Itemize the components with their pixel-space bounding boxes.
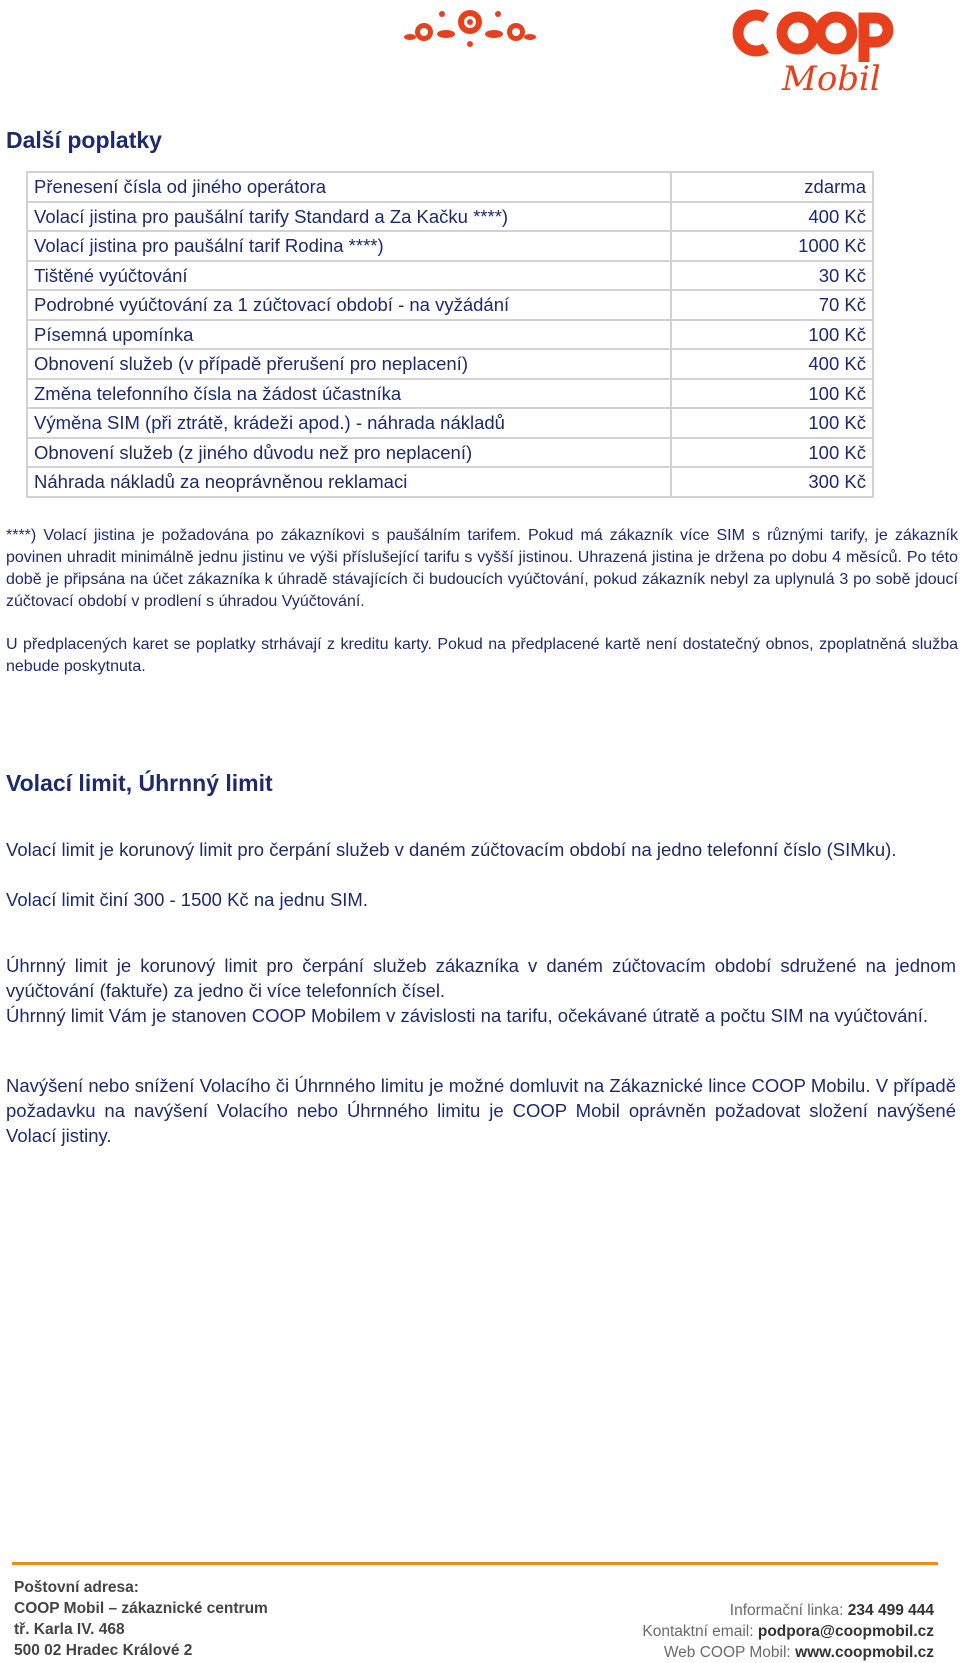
email-label: Kontaktní email: [642,1623,754,1640]
footer-divider [12,1562,938,1565]
coop-mobil-logo [720,2,910,98]
fee-value: 400 Kč [671,349,873,379]
address-line: tř. Karla IV. 468 [14,1621,125,1638]
fee-row [27,438,873,468]
fee-label: Změna telefonního čísla na žádost účastníka [27,379,671,409]
section-heading-fees: Další poplatky [6,127,162,153]
web-link[interactable]: www.coopmobil.cz [795,1644,934,1661]
email-link[interactable]: podpora@coopmobil.cz [757,1623,934,1640]
address-line: 500 02 Hradec Králové 2 [14,1642,193,1659]
fee-row [27,379,873,409]
fee-row [27,172,873,202]
total-limit-setting: Úhrnný limit Vám je stanoven COOP Mobilem v závislosti na tarifu, očekávané útratě a počtu SIM na vyúčtování. [6,1005,928,1026]
info-line-label: Informační linka: [729,1602,844,1619]
fee-label: Volací jistina pro paušální tarif Rodina ****) [27,231,671,261]
footer-contacts [642,1600,934,1663]
fee-label: Volací jistina pro paušální tarify Standard a Za Kačku ****) [27,202,671,232]
fee-label: Výměna SIM (při ztrátě, krádeži apod.) - náhrada nákladů [27,408,671,438]
prepaid-note: U předplacených karet se poplatky strhávají z kreditu karty. Pokud na předplacené kartě není dostatečný obnos, zpoplatněná služba nebude poskytnuta. [6,636,958,675]
fee-row [27,202,873,232]
web-label: Web COOP Mobil: [663,1644,791,1661]
call-limit-amount: Volací limit činí 300 - 1500 Kč na jednu SIM. [6,889,368,910]
folk-ornament-icon [402,4,538,48]
fee-value: 100 Kč [671,379,873,409]
fee-value: 400 Kč [671,202,873,232]
footer-address [14,1577,268,1661]
limit-change-info: Navýšení nebo snížení Volacího či Úhrnného limitu je možné domluvit na Zákaznické lince COOP Mobilu. V případě požadavku na navýšení Volacího nebo Úhrnného limitu je COOP Mobil oprávněn požadovat složení navýšené Volací jistiny. [6,1075,956,1146]
fee-table [26,171,874,498]
fee-value: 300 Kč [671,467,873,497]
fee-value: 100 Kč [671,320,873,350]
address-title: Poštovní adresa: [14,1579,139,1596]
deposit-footnote: ****) Volací jistina je požadována po zákazníkovi s paušálním tarifem. Pokud má zákazník více SIM s různými tarify, je zákazník povinen uhradit minimálně jednu jistinu ve výši příslušející tarifu s vyšší jistinou. Uhrazená jistina je držena po dobu 4 měsíců. Po této době je připsána na účet zákazníka k úhradě stávajících či budoucích vyúčtování, pokud zákazník nebyl za uplynulá 3 po sobě jdoucí zúčtovací období v prodlení s úhradou Vyúčtování. [6,527,958,610]
fee-row [27,261,873,291]
web-row [642,1642,934,1663]
section-heading-limits: Volací limit, Úhrnný limit [6,770,273,796]
fee-value: 70 Kč [671,290,873,320]
fee-value: 100 Kč [671,438,873,468]
total-limit-definition: Úhrnný limit je korunový limit pro čerpání služeb zákazníka v daném zúčtovacím období sdružené na jednom vyúčtování (faktuře) za jedno či více telefonních čísel. [6,955,956,1001]
fee-value: 100 Kč [671,408,873,438]
fee-row [27,349,873,379]
fee-label: Obnovení služeb (z jiného důvodu než pro neplacení) [27,438,671,468]
fee-value: zdarma [671,172,873,202]
fee-label: Náhrada nákladů za neoprávněnou reklamaci [27,467,671,497]
fee-label: Obnovení služeb (v případě přerušení pro neplacení) [27,349,671,379]
email-row [642,1621,934,1642]
svg-text:Mobil: Mobil [782,59,881,98]
address-line: COOP Mobil – zákaznické centrum [14,1600,268,1617]
fee-row [27,467,873,497]
fee-row [27,231,873,261]
fee-value: 30 Kč [671,261,873,291]
fee-value: 1000 Kč [671,231,873,261]
fee-row [27,290,873,320]
info-line-value[interactable]: 234 499 444 [847,1602,934,1619]
fee-row [27,320,873,350]
call-limit-definition: Volací limit je korunový limit pro čerpání služeb v daném zúčtovacím období na jedno telefonní číslo (SIMku). [6,839,897,860]
info-line-row [642,1600,934,1621]
fee-label: Přenesení čísla od jiného operátora [27,172,671,202]
fee-label: Tištěné vyúčtování [27,261,671,291]
fee-row [27,408,873,438]
fee-label: Písemná upomínka [27,320,671,350]
fee-label: Podrobné vyúčtování za 1 zúčtovací období - na vyžádání [27,290,671,320]
